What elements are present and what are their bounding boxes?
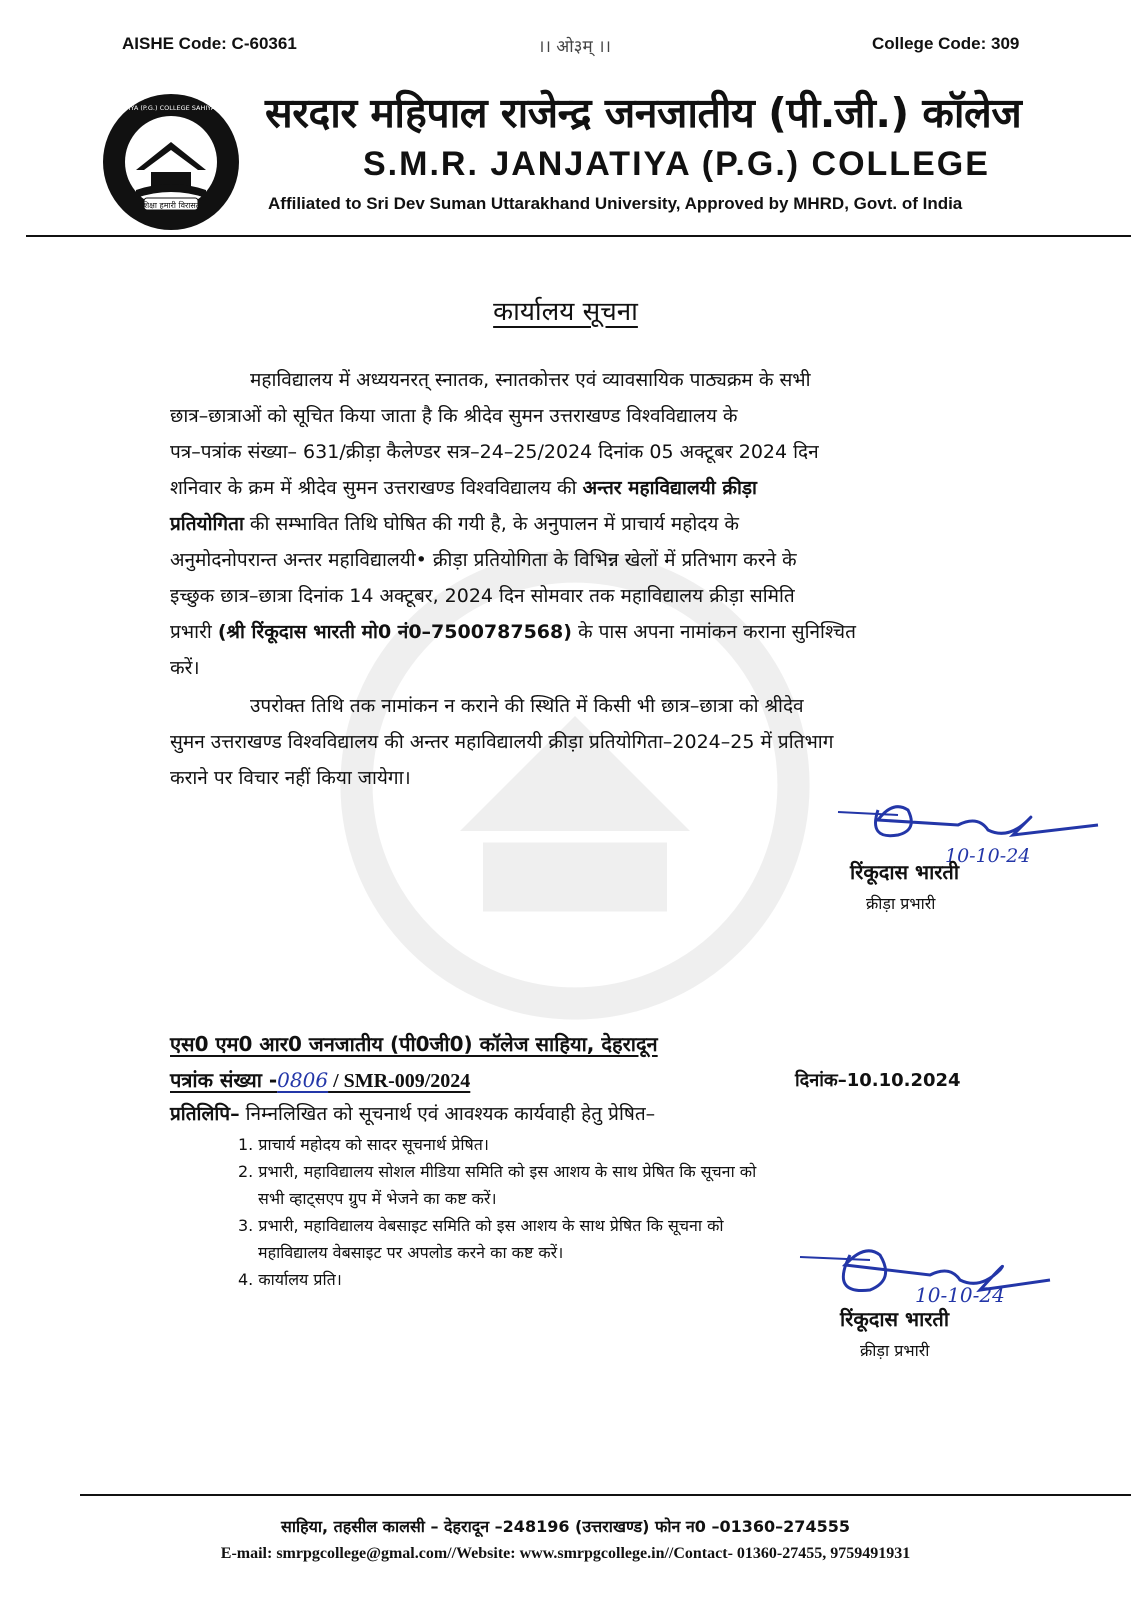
- logo-ring-text: S.M.R. JANJATIYA (P.G.) COLLEGE SAHIYA, DEHRADUN: [85, 104, 257, 112]
- signatory-role-2: क्रीड़ा प्रभारी: [860, 1341, 930, 1360]
- notice-line: करें।: [170, 657, 200, 679]
- college-code: College Code: 309: [872, 34, 1020, 53]
- college-title-english: S.M.R. JANJATIYA (P.G.) COLLEGE: [363, 145, 990, 183]
- signature-date-2: 10-10-24: [915, 1283, 1005, 1307]
- letter-date: दिनांक–10.10.2024: [795, 1070, 961, 1091]
- header-divider: [26, 235, 1131, 237]
- copy-item: 3. प्रभारी, महाविद्यालय वेबसाइट समिति को इस आशय के साथ प्रेषित कि सूचना को: [238, 1216, 724, 1235]
- svg-text:Rinku: Rinku: [1038, 865, 1041, 866]
- copy-to-line: प्रतिलिपि– निम्नलिखित को सूचनार्थ एवं आवश्यक कार्यवाही हेतु प्रेषित–: [170, 1103, 656, 1125]
- aishe-code: AISHE Code: C-60361: [122, 34, 297, 53]
- signatory-name-2: रिंकूदास भारती: [840, 1307, 950, 1331]
- footer-address: साहिया, तहसील कालसी – देहरादून –248196 (उत्तराखण्ड) फोन न0 –01360–274555: [281, 1517, 850, 1536]
- notice-line: पत्र–पत्रांक संख्या– 631/क्रीड़ा कैलेण्डर सत्र–24–25/2024 दिनांक 05 अक्टूबर 2024 दिन: [170, 441, 819, 463]
- notice-bold-event: अन्तर महाविद्यालयी क्रीड़ा: [582, 477, 757, 499]
- signatory-role: क्रीड़ा प्रभारी: [866, 894, 936, 913]
- copy-item: महाविद्यालय वेबसाइट पर अपलोड करने का कष्ट करें।: [258, 1243, 564, 1262]
- notice-line: छात्र–छात्राओं को सूचित किया जाता है कि श्रीदेव सुमन उत्तराखण्ड विश्वविद्यालय के: [170, 405, 738, 427]
- notice-line: महाविद्यालय में अध्ययनरत् स्नातक, स्नातकोत्तर एवं व्यावसायिक पाठ्यक्रम के सभी: [250, 369, 811, 391]
- footer-contact: E-mail: smrpgcollege@gmal.com//Website: www.smrpgcollege.in//Contact- 01360-27455, 9759491931: [220, 1545, 911, 1562]
- notice-heading: कार्यालय सूचना: [493, 297, 638, 327]
- om-invocation: ।। ओ३म् ।।: [538, 37, 611, 57]
- signatory-name: रिंकूदास भारती: [850, 860, 960, 884]
- copy-item: 4. कार्यालय प्रति।: [238, 1270, 342, 1289]
- notice-line: प्रतियोगिता की सम्भावित तिथि घोषित की गयी है, के अनुपालन में प्राचार्य महोदय के: [170, 513, 739, 535]
- handwritten-number: 0806: [277, 1068, 329, 1092]
- contact-person: (श्री रिंकूदास भारती मो0 नं0–7500787568): [217, 621, 572, 643]
- signature-date: 10-10-24: [945, 845, 1031, 867]
- college-title-hindi: सरदार महिपाल राजेन्द्र जनजातीय (पी.जी.) कॉलेज: [265, 89, 1022, 137]
- notice-bold-event-2: प्रतियोगिता: [170, 513, 244, 535]
- affiliation-line: Affiliated to Sri Dev Suman Uttarakhand University, Approved by MHRD, Govt. of India: [268, 194, 963, 213]
- footer-divider: [80, 1494, 1131, 1496]
- notice-line: कराने पर विचार नहीं किया जायेगा।: [170, 767, 411, 789]
- letter-number: पत्रांक संख्या -0806 / SMR-009/2024: [170, 1068, 471, 1092]
- notice-line: अनुमोदनोपरान्त अन्तर महाविद्यालयी• क्रीड़ा प्रतियोगिता के विभिन्न खेलों में प्रतिभाग करने के: [170, 549, 797, 571]
- copy-item: सभी व्हाट्सएप ग्रुप में भेजने का कष्ट करें।: [258, 1189, 497, 1208]
- svg-text:Rinku: Rinku: [1000, 1310, 1003, 1311]
- notice-line: शनिवार के क्रम में श्रीदेव सुमन उत्तराखण्ड विश्वविद्यालय की अन्तर महाविद्यालयी क्रीड़ा: [170, 477, 757, 499]
- notice-line: उपरोक्त तिथि तक नामांकन न कराने की स्थिति में किसी भी छात्र–छात्रा को श्रीदेव: [250, 695, 804, 717]
- notice-line: सुमन उत्तराखण्ड विश्वविद्यालय की अन्तर महाविद्यालयी क्रीड़ा प्रतियोगिता–2024–25 में प्रतिभाग: [170, 731, 834, 753]
- college-short-name: एस0 एम0 आर0 जनजातीय (पी0जी0) कॉलेज साहिया, देहरादून: [170, 1032, 658, 1056]
- notice-line: इच्छुक छात्र–छात्रा दिनांक 14 अक्टूबर, 2024 दिन सोमवार तक महाविद्यालय क्रीड़ा समिति: [170, 585, 795, 607]
- copy-item: 2. प्रभारी, महाविद्यालय सोशल मीडिया समिति को इस आशय के साथ प्रेषित कि सूचना को: [238, 1162, 757, 1181]
- college-logo: [85, 90, 257, 240]
- logo-motto: शिक्षा हमारी विरासत: [141, 201, 201, 210]
- copy-item: 1. प्राचार्य महोदय को सादर सूचनार्थ प्रेषित।: [238, 1135, 489, 1154]
- notice-line: प्रभारी (श्री रिंकूदास भारती मो0 नं0–7500787568) के पास अपना नामांकन कराना सुनिश्चित: [170, 621, 856, 643]
